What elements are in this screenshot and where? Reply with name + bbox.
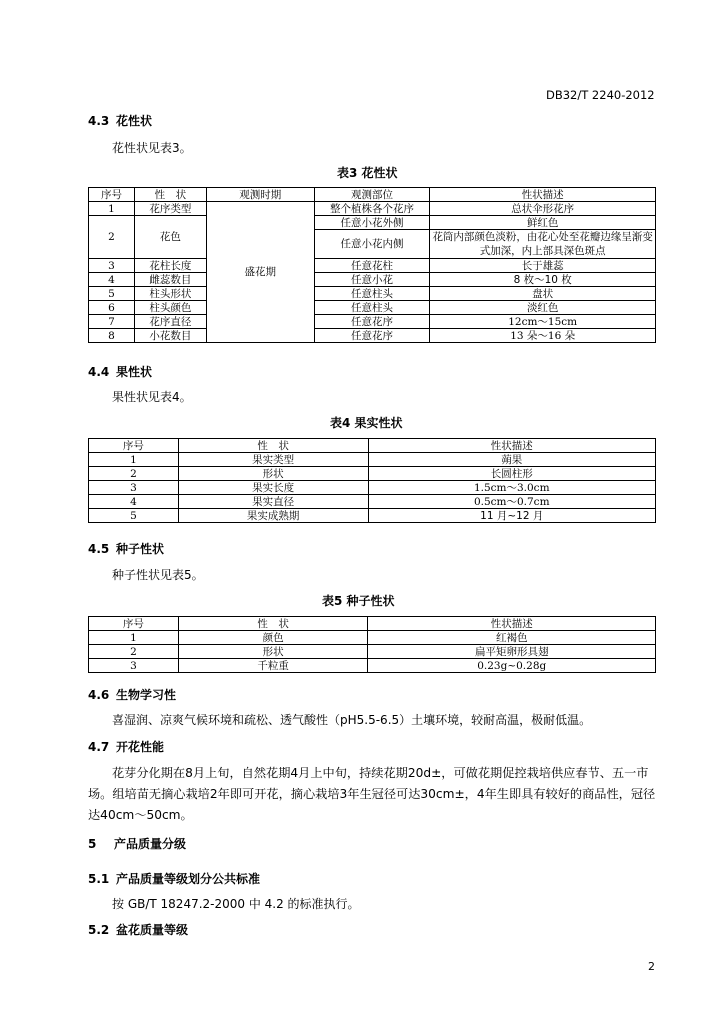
cell-no: 1 <box>89 202 135 216</box>
section-5-1-text: 按 GB/T 18247.2-2000 中 4.2 的标准执行。 <box>112 897 360 911</box>
header-cell: 序号 <box>89 439 179 453</box>
section-4-3-heading <box>88 112 152 129</box>
cell-no: 3 <box>89 481 179 495</box>
section-title: 产品质量分级 <box>114 837 187 851</box>
cell-desc: 花筒内部颜色淡粉，由花心处至花瓣边缘呈渐变式加深，内上部具深色斑点 <box>430 230 656 259</box>
paragraph-line: 花芽分化期在8月上旬，自然花期4月上中旬，持续花期20d±，可做花期促控栽培供应春节、五一市 <box>112 766 649 780</box>
cell-trait: 花色 <box>134 216 206 259</box>
cell-no: 3 <box>89 659 179 673</box>
table-header-row <box>89 617 656 631</box>
header-cell: 观测时期 <box>206 188 314 202</box>
section-title: 果性状 <box>116 365 153 379</box>
header-cell: 性 状 <box>134 188 206 202</box>
table-row <box>89 301 656 315</box>
section-4-4-intro: 果性状见表4。 <box>112 390 192 404</box>
cell-desc: 8 枚～10 枚 <box>430 273 656 287</box>
cell-part: 任意花序 <box>314 315 430 329</box>
cell-no: 8 <box>89 329 135 343</box>
cell-desc: 12cm～15cm <box>430 315 656 329</box>
cell-part: 任意小花外侧 <box>314 216 430 230</box>
table-row <box>89 645 656 659</box>
section-title: 生物学习性 <box>116 688 177 702</box>
section-number: 4.7 <box>88 740 110 754</box>
section-4-6-heading <box>88 686 176 703</box>
cell-no: 6 <box>89 301 135 315</box>
table3 <box>88 187 656 343</box>
cell-part: 任意小花 <box>314 273 430 287</box>
header-cell: 性 状 <box>178 617 368 631</box>
cell-no: 5 <box>89 509 179 523</box>
cell-desc: 11 月~12 月 <box>368 509 656 523</box>
table-row <box>89 453 656 467</box>
table-row <box>89 287 656 301</box>
cell-trait: 果实类型 <box>178 453 368 467</box>
section-title: 产品质量等级划分公共标准 <box>116 872 261 886</box>
cell-no: 5 <box>89 287 135 301</box>
section-title: 种子性状 <box>116 542 165 556</box>
table-row <box>89 259 656 273</box>
cell-part: 任意花序 <box>314 329 430 343</box>
table3-caption: 表3 花性状 <box>337 166 398 180</box>
cell-no: 4 <box>89 273 135 287</box>
cell-trait: 果实成熟期 <box>178 509 368 523</box>
page-number: 2 <box>648 960 655 973</box>
cell-period: 盛花期 <box>206 202 314 343</box>
table-row <box>89 509 656 523</box>
cell-no: 1 <box>89 631 179 645</box>
cell-desc: 盘状 <box>430 287 656 301</box>
cell-trait: 果实长度 <box>178 481 368 495</box>
cell-trait: 形状 <box>178 467 368 481</box>
table4 <box>88 438 656 523</box>
table4-caption: 表4 果实性状 <box>330 416 403 430</box>
table-row <box>89 329 656 343</box>
cell-trait: 千粒重 <box>178 659 368 673</box>
section-4-3-intro: 花性状见表3。 <box>112 141 192 155</box>
table-header-row <box>89 439 656 453</box>
header-cell: 性 状 <box>178 439 368 453</box>
cell-desc: 13 朵～16 朵 <box>430 329 656 343</box>
cell-part: 任意柱头 <box>314 287 430 301</box>
section-number: 5.2 <box>88 923 110 937</box>
header-cell: 性状描述 <box>368 617 656 631</box>
section-number: 4.6 <box>88 688 110 702</box>
table-row <box>89 481 656 495</box>
table-row <box>89 495 656 509</box>
cell-desc: 淡红色 <box>430 301 656 315</box>
cell-no: 2 <box>89 645 179 659</box>
section-5-1-heading <box>88 870 260 887</box>
paragraph-line: 场。组培苗无摘心栽培2年即可开花，摘心栽培3年生冠径可达30cm±，4年生即具有较好的商品性，冠径 <box>88 787 656 801</box>
table-row <box>89 315 656 329</box>
cell-trait: 柱头颜色 <box>134 301 206 315</box>
table-row <box>89 467 656 481</box>
cell-no: 7 <box>89 315 135 329</box>
section-4-5-heading <box>88 540 164 557</box>
cell-desc: 红褐色 <box>368 631 656 645</box>
header-cell: 序号 <box>89 188 135 202</box>
section-4-4-heading <box>88 363 152 380</box>
section-number: 5.1 <box>88 872 110 886</box>
section-4-6-text: 喜湿润、凉爽气候环境和疏松、透气酸性（pH5.5-6.5）土壤环境，较耐高温，极耐低温。 <box>112 713 592 727</box>
section-5-2-heading <box>88 921 188 938</box>
table-row <box>89 273 656 287</box>
cell-trait: 花柱长度 <box>134 259 206 273</box>
paragraph-line: 达40cm～50cm。 <box>88 808 193 822</box>
table-row <box>89 631 656 645</box>
cell-desc: 1.5cm～3.0cm <box>368 481 656 495</box>
cell-part: 任意花柱 <box>314 259 430 273</box>
cell-desc: 鲜红色 <box>430 216 656 230</box>
table5 <box>88 616 656 673</box>
cell-trait: 果实直径 <box>178 495 368 509</box>
table-header-row <box>89 188 656 202</box>
cell-trait: 花序直径 <box>134 315 206 329</box>
standard-code: DB32/T 2240-2012 <box>546 88 655 102</box>
cell-trait: 颜色 <box>178 631 368 645</box>
cell-trait: 雌蕊数目 <box>134 273 206 287</box>
cell-desc: 总状伞形花序 <box>430 202 656 216</box>
cell-trait: 形状 <box>178 645 368 659</box>
section-number: 5 <box>88 837 97 851</box>
header-cell: 序号 <box>89 617 179 631</box>
cell-no: 2 <box>89 216 135 259</box>
section-4-7-heading <box>88 738 164 755</box>
table5-caption: 表5 种子性状 <box>322 594 395 608</box>
section-number: 4.5 <box>88 542 110 556</box>
header-cell: 性状描述 <box>368 439 656 453</box>
cell-desc: 长圆柱形 <box>368 467 656 481</box>
cell-part: 任意柱头 <box>314 301 430 315</box>
cell-desc: 蒴果 <box>368 453 656 467</box>
table-row <box>89 659 656 673</box>
cell-desc: 长于雄蕊 <box>430 259 656 273</box>
section-4-5-intro: 种子性状见表5。 <box>112 568 204 582</box>
table-row <box>89 202 656 216</box>
cell-desc: 0.23g~0.28g <box>368 659 656 673</box>
cell-no: 3 <box>89 259 135 273</box>
cell-trait: 花序类型 <box>134 202 206 216</box>
cell-part: 整个植株各个花序 <box>314 202 430 216</box>
section-title: 盆花质量等级 <box>116 923 189 937</box>
header-cell: 性状描述 <box>430 188 656 202</box>
table-row <box>89 216 656 230</box>
section-number: 4.4 <box>88 365 110 379</box>
cell-trait: 小花数目 <box>134 329 206 343</box>
section-4-7-paragraph <box>88 763 660 826</box>
section-title: 开花性能 <box>116 740 165 754</box>
header-cell: 观测部位 <box>314 188 430 202</box>
section-title: 花性状 <box>116 114 153 128</box>
cell-no: 2 <box>89 467 179 481</box>
cell-trait: 柱头形状 <box>134 287 206 301</box>
section-5-heading <box>88 835 186 852</box>
cell-desc: 扁平矩卵形具翅 <box>368 645 656 659</box>
cell-no: 4 <box>89 495 179 509</box>
cell-desc: 0.5cm～0.7cm <box>368 495 656 509</box>
cell-part: 任意小花内侧 <box>314 230 430 259</box>
section-number: 4.3 <box>88 114 110 128</box>
cell-no: 1 <box>89 453 179 467</box>
